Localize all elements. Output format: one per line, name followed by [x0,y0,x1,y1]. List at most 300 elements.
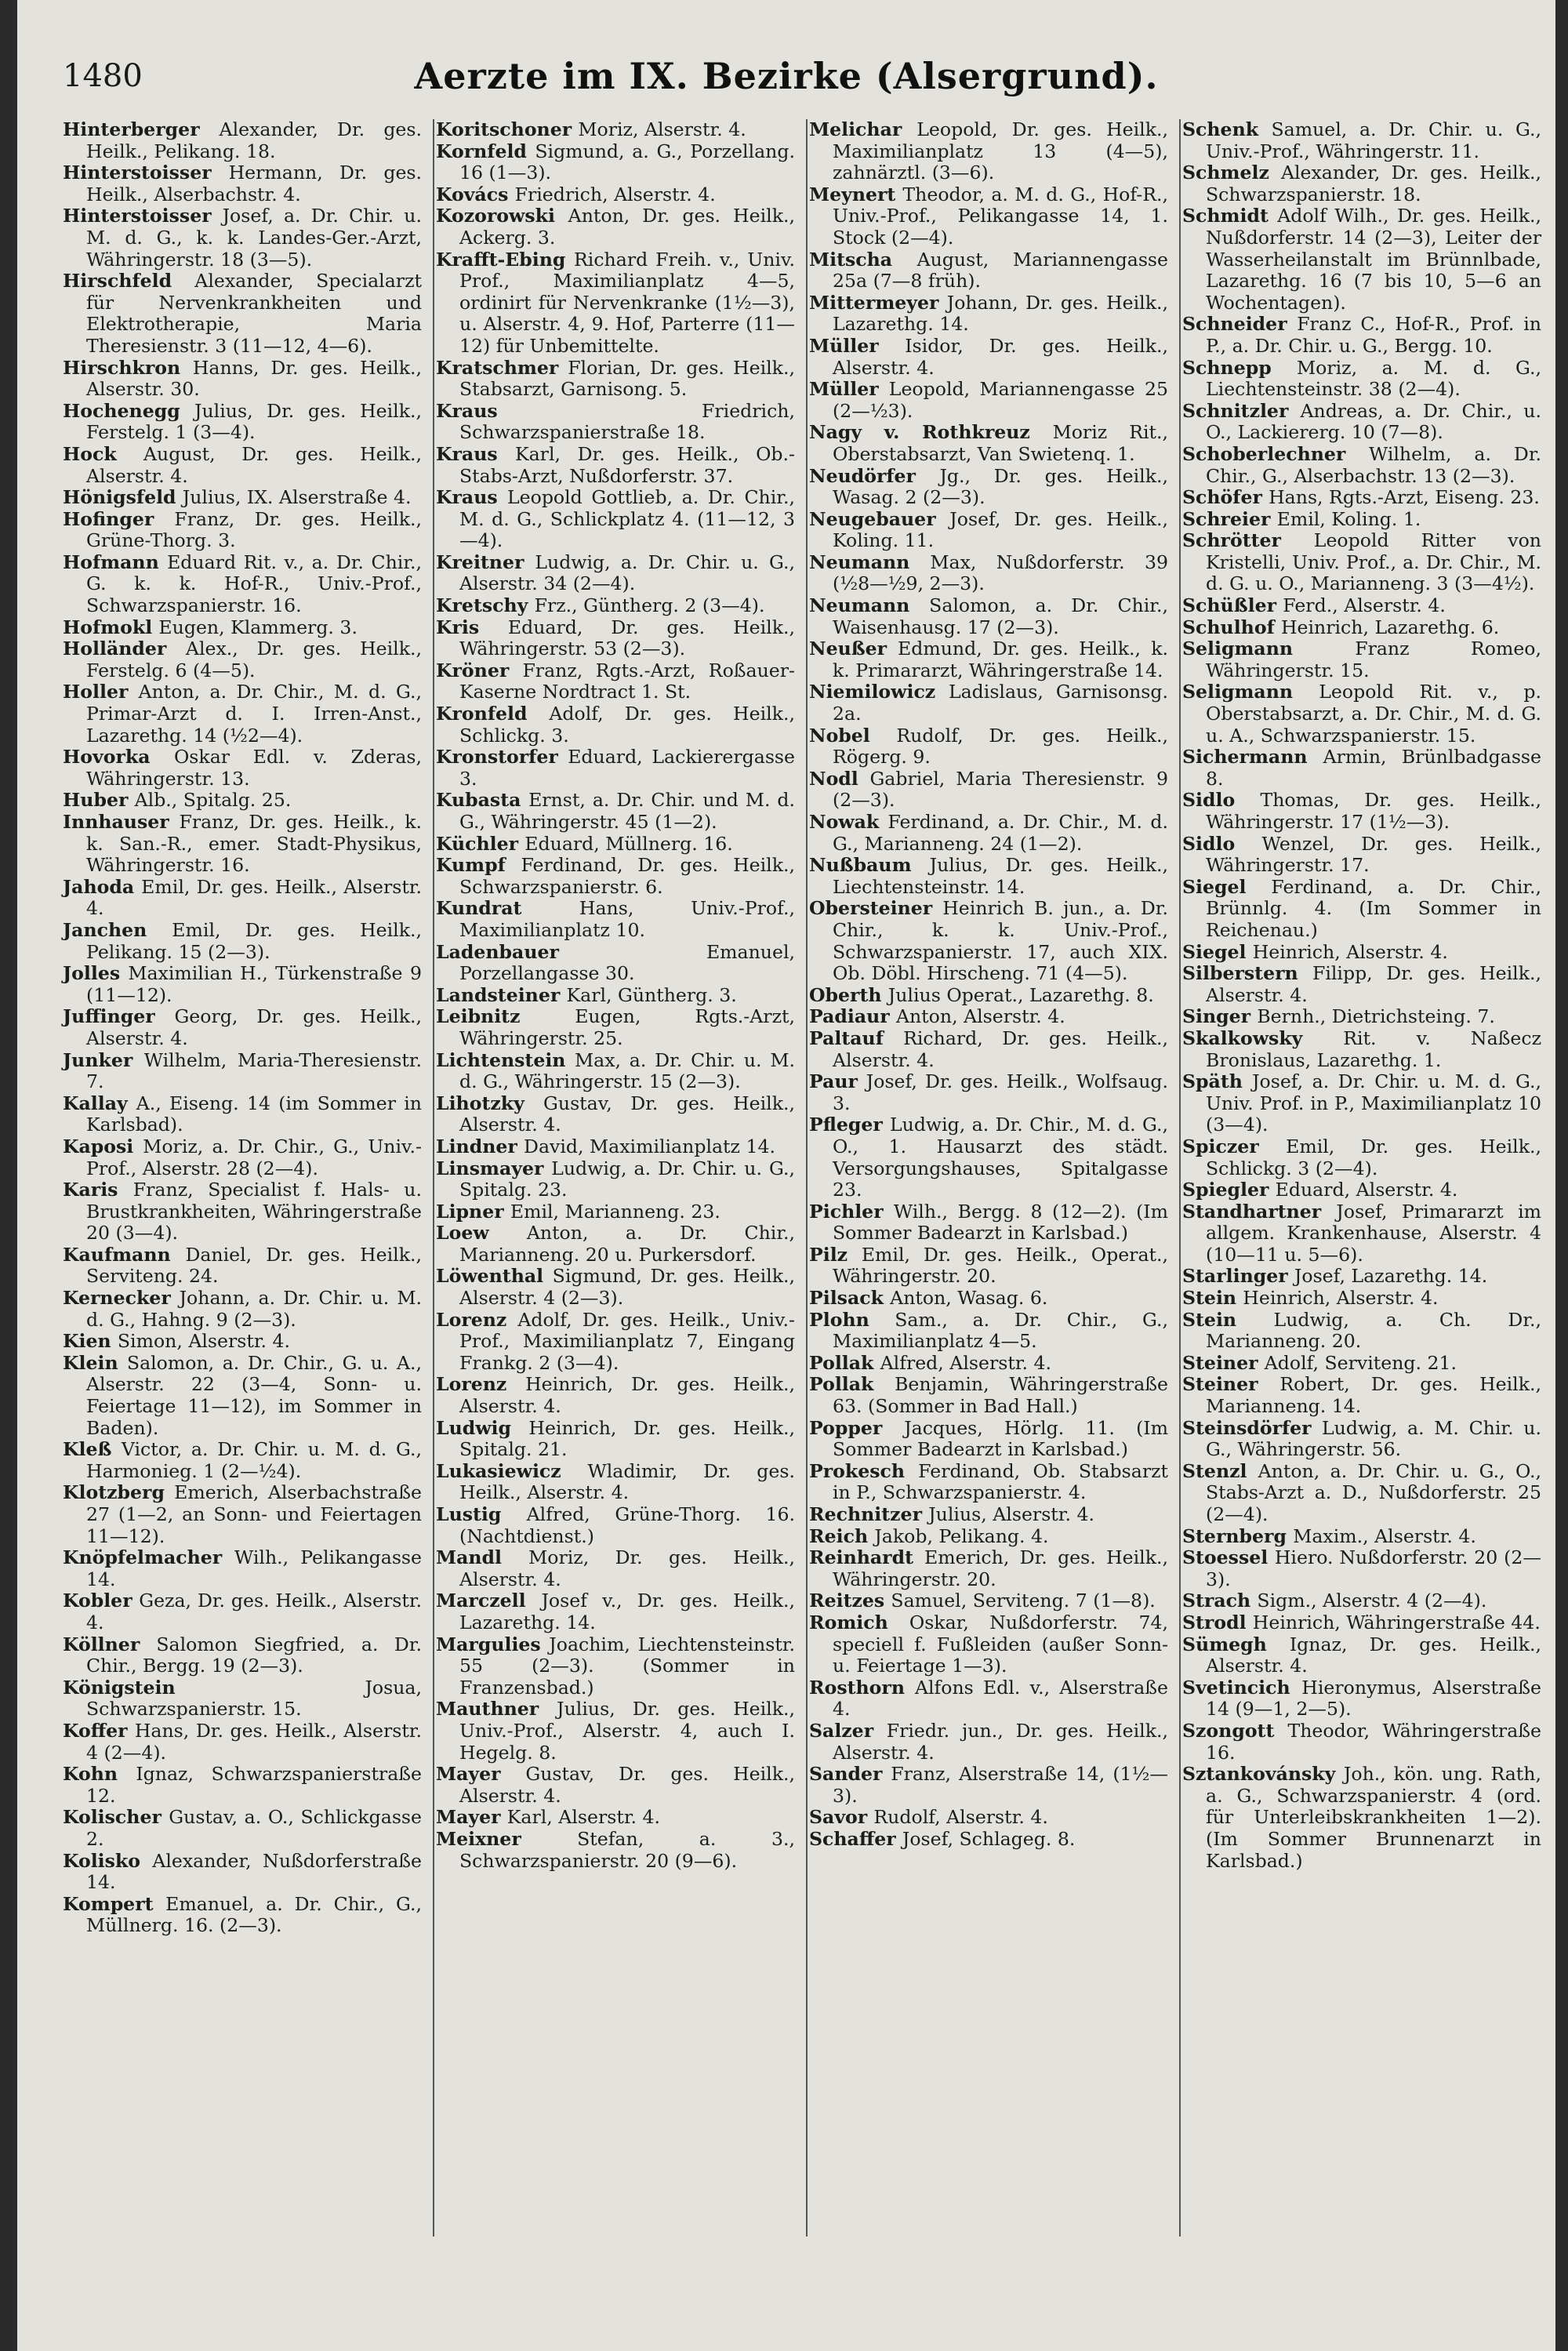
entry-details: Thomas, Dr. ges. Heilk., Währingerstr. 17 (1½—3). [1206,789,1541,833]
entry-name: Karis [63,1179,118,1201]
directory-entry [809,1114,1168,1201]
entry-details: A., Eiseng. 14 (im Sommer in Karlsbad). [86,1092,423,1136]
directory-entry [809,184,1168,249]
entry-details: Theodor, a. M. d. G., Hof-R., Univ.-Prof., Pelikangasse 14, 1. Stock (2—4). [833,183,1168,249]
entry-name: Müller [809,334,879,357]
entry-name: Sümegh [1182,1633,1267,1655]
directory-entry [809,1526,1168,1548]
entry-details: Alfred, Grüne-Thorg. 16. (Nachtdienst.) [459,1503,796,1547]
entry-name: Kraus [436,486,498,509]
entry-details: Eduard, Dr. ges. Heilk., Währingerstr. 53 (2—3). [459,616,796,660]
directory-entry [809,422,1168,465]
entry-name: Hirschfeld [63,270,172,293]
entry-details: Geza, Dr. ges. Heilk., Alserstr. 4. [86,1590,423,1633]
directory-entry [1182,358,1541,401]
directory-entry [436,1201,795,1223]
entry-details: Ignaz, Dr. ges. Heilk., Alserstr. 4. [1206,1633,1541,1677]
entry-details: Ludwig, a. M. Chir. u. G., Währingerstr. 56. [1206,1416,1541,1461]
entry-name: Kraus [436,399,498,422]
directory-entry [63,790,422,812]
directory-entry [436,595,795,617]
entry-name: Stenzl [1182,1459,1247,1482]
directory-entry [63,358,422,401]
entry-name: Margulies [436,1633,541,1655]
directory-entry [436,205,795,249]
entry-name: Neugebauer [809,507,936,530]
directory-entry [436,249,795,358]
directory-entry [809,985,1168,1007]
entry-name: Müller [809,378,879,401]
directory-entry [1182,1266,1541,1288]
entry-details: Jacques, Hörlg. 11. (Im Sommer Badearzt in Karlsbad.) [833,1416,1168,1461]
directory-entry [63,162,422,205]
directory-entry [63,401,422,444]
directory-entry [436,790,795,833]
entry-details: Ignaz, Schwarzspanierstraße 12. [86,1763,422,1807]
entry-name: Hinterstoisser [63,205,212,227]
entry-details: Hermann, Dr. ges. Heilk., Alserbachstr. 4. [86,162,423,205]
entry-name: Lustig [436,1503,502,1525]
directory-entry [1182,119,1541,162]
entry-details: Anton, a. Dr. Chir., M. d. G., Primar-Arzt d. I. Irren-Anst., Lazarethg. 14 (½2—4). [86,681,422,747]
directory-entry [809,681,1168,725]
entry-name: Hofinger [63,507,154,530]
entry-details: David, Maximilianplatz 14. [524,1135,775,1157]
entry-details: Wilhelm, a. Dr. Chir., G., Alserbachstr. 13 (2—3). [1206,442,1542,487]
entry-name: Sander [809,1763,883,1786]
directory-entry [1182,1764,1541,1872]
entry-details: August, Mariannengasse 25a (7—8 früh). [833,248,1168,293]
entry-details: Leopold, Mariannengasse 25 (2—½3). [833,378,1168,422]
entry-name: Knöpfelmacher [63,1546,223,1569]
entry-name: Seligmann [1182,638,1294,660]
entry-details: Victor, a. Dr. Chir. u. M. d. G., Harmonieg. 1 (2—½4). [86,1438,422,1482]
directory-entry [809,1288,1168,1310]
entry-details: Wilhelm, Maria-Theresienstr. 7. [86,1048,422,1093]
entry-name: Kernecker [63,1287,171,1310]
entry-name: Paur [809,1070,858,1093]
directory-page [17,0,1555,2351]
directory-entry [809,1071,1168,1114]
entry-details: Gustav, Dr. ges. Heilk., Alserstr. 4. [459,1763,795,1807]
entry-name: Sztankovánsky [1182,1763,1336,1786]
entry-name: Mauthner [436,1698,539,1721]
entry-name: Schüßler [1182,594,1277,617]
entry-name: Hock [63,442,117,465]
entry-name: Lihotzky [436,1092,524,1114]
entry-details: Franz, Dr. ges. Heilk., Grüne-Thorg. 3. [86,507,422,552]
directory-entry [1182,1461,1541,1526]
entry-name: Niemilowicz [809,681,936,703]
entry-details: Leopold, Dr. ges. Heilk., Maximilianplatz 13 (4—5), zahnärztl. (3—6). [833,118,1168,184]
entry-details: Armin, Brünlbadgasse 8. [1206,746,1542,790]
entry-details: Rit. v. Naßecz Bronislaus, Lazarethg. 1. [1206,1027,1541,1071]
entry-details: Emerich, Alserbachstraße 27 (1—2, an Sonn- und Feiertagen 11—12). [86,1481,422,1547]
entry-details: Hanns, Dr. ges. Heilk., Alserstr. 30. [86,356,422,401]
entry-details: Josef, a. Dr. Chir. u. M. d. G., k. k. Landes-Ger.-Arzt, Währingerstr. 18 (3—5). [86,205,422,271]
directory-entry [1182,1526,1541,1548]
directory-entry [436,552,795,595]
entry-details: Filipp, Dr. ges. Heilk., Alserstr. 4. [1206,962,1541,1006]
directory-entry [1182,963,1541,1006]
entry-name: Mayer [436,1806,501,1829]
entry-name: Kozorowski [436,205,555,227]
directory-entry [63,1807,422,1850]
entry-name: Ladenbauer [436,940,559,963]
entry-name: Kompert [63,1892,154,1915]
entry-details: Gabriel, Maria Theresienstr. 9 (2—3). [833,767,1168,812]
entry-details: Stefan, a. 3., Schwarzspanierstr. 20 (9—6). [459,1827,795,1872]
entry-name: Romich [809,1611,888,1633]
directory-entry [809,1807,1168,1829]
directory-entry [1182,487,1541,509]
directory-entry [63,1764,422,1807]
entry-details: Heinrich, Währingerstraße 44. [1252,1611,1541,1633]
entry-details: Hans, Rgts.-Arzt, Eiseng. 23. [1269,486,1540,509]
directory-entry [809,509,1168,552]
entry-details: Josef, a. Dr. Chir. u. M. d. G., Univ. Prof. in P., Maximilianplatz 10 (3—4). [1206,1070,1541,1136]
entry-details: Alfred, Alserstr. 4. [880,1351,1052,1374]
entry-name: Kobler [63,1590,132,1612]
directory-entry [1182,530,1541,595]
directory-entry [436,119,795,141]
entry-name: Kohn [63,1763,118,1786]
directory-entry [63,1136,422,1179]
entry-details: Jg., Dr. ges. Heilk., Wasag. 2 (2—3). [833,464,1168,509]
entry-details: Julius, Dr. ges. Heilk., Univ.-Prof., Alserstr. 4, auch I. Hegelg. 8. [459,1698,795,1764]
directory-entry [1182,1374,1541,1417]
directory-entry [63,1634,422,1677]
entry-name: Koritschoner [436,118,572,140]
entry-name: Kien [63,1330,111,1353]
entry-name: Hinterberger [63,118,200,140]
directory-entry [1182,1006,1541,1028]
entry-name: Siegel [1182,875,1247,898]
entry-name: Königstein [63,1676,176,1699]
entry-details: Maximilian H., Türkenstraße 9 (11—12). [86,962,422,1006]
entry-name: Pilsack [809,1287,884,1310]
entry-name: Reich [809,1524,869,1547]
entry-details: Friedrich, Alserstr. 4. [514,183,716,205]
entry-name: Meynert [809,183,896,205]
entry-name: Lindner [436,1135,517,1157]
directory-entry [63,1179,422,1245]
entry-name: Kreitner [436,551,524,573]
entry-name: Sidlo [1182,789,1236,812]
entry-name: Stein [1182,1308,1237,1331]
directory-entry [809,1418,1168,1461]
entry-details: Richard, Dr. ges. Heilk., Alserstr. 4. [833,1027,1168,1071]
entry-name: Singer [1182,1005,1251,1028]
directory-entry [63,1547,422,1590]
directory-entry [63,205,422,271]
directory-entry [1182,595,1541,617]
entry-details: Anton, Wasag. 6. [890,1287,1048,1310]
entry-name: Pichler [809,1200,884,1223]
entry-details: Rudolf, Dr. ges. Heilk., Rögerg. 9. [833,724,1169,769]
entry-name: Junker [63,1048,133,1071]
entry-details: Heinrich, Dr. ges. Heilk., Spitalg. 21. [459,1416,795,1461]
entry-name: Kumpf [436,854,506,877]
entry-name: Kornfeld [436,140,527,162]
entry-name: Pilz [809,1243,848,1266]
entry-name: Kubasta [436,789,521,812]
entry-details: Karl, Güntherg. 3. [566,983,737,1006]
entry-name: Schenk [1182,118,1259,140]
entry-details: Alexander, Dr. ges. Heilk., Pelikang. 18. [86,118,422,162]
entry-name: Plohn [809,1308,869,1331]
entry-details: Emil, Dr. ges. Heilk., Operat., Währingerstr. 20. [833,1243,1168,1288]
directory-entry [63,920,422,963]
entry-name: Schulhof [1182,616,1275,638]
entry-details: Theodor, Währingerstraße 16. [1206,1719,1541,1764]
entry-details: Josef, Primararzt im allgem. Krankenhause, Alserstr. 4 (10—11 u. 5—6). [1206,1200,1541,1266]
entry-details: Daniel, Dr. ges. Heilk., Serviteng. 24. [86,1243,422,1288]
entry-details: Friedr. jun., Dr. ges. Heilk., Alserstr. 4. [833,1719,1168,1764]
entry-details: Ernst, a. Dr. Chir. und M. d. G., Währingerstr. 45 (1—2). [459,789,795,833]
entry-details: Moriz, a. Dr. Chir., G., Univ.-Prof., Alserstr. 28 (2—4). [86,1135,422,1179]
directory-entry [1182,1201,1541,1266]
entry-details: Adolf, Serviteng. 21. [1264,1351,1457,1374]
entry-details: Jakob, Pelikang. 4. [874,1524,1049,1547]
directory-entry [63,271,422,357]
entry-name: Lorenz [436,1308,507,1331]
entry-name: Nagy v. Rothkreuz [809,421,1030,444]
entry-details: Eduard Rit. v., a. Dr. Chir., G. k. k. Hof-R., Univ.-Prof., Schwarzspanierstr. 16. [86,551,423,617]
entry-name: Loew [436,1222,489,1245]
entry-name: Starlinger [1182,1265,1288,1288]
entry-details: Florian, Dr. ges. Heilk., Stabsarzt, Garnisong. 5. [459,356,795,401]
directory-entry [1182,1310,1541,1353]
entry-details: Bernh., Dietrichsteing. 7. [1257,1005,1495,1028]
directory-entry [63,1439,422,1482]
directory-entry [809,725,1168,769]
entry-details: Eduard, Müllnerg. 16. [524,832,733,855]
directory-entry [809,552,1168,595]
entry-name: Schnitzler [1182,399,1289,422]
entry-name: Svetincich [1182,1676,1290,1699]
entry-name: Pfleger [809,1114,883,1136]
column-3 [809,119,1168,1851]
directory-entry [436,1136,795,1158]
directory-entry [63,1721,422,1764]
directory-entry [436,985,795,1007]
directory-entry [63,747,422,790]
entry-name: Kolischer [63,1806,162,1829]
entry-details: Ladislaus, Garnisonsg. 2a. [833,681,1168,725]
directory-entry [809,1028,1168,1071]
entry-name: Huber [63,789,129,812]
directory-entry [63,1851,422,1894]
entry-details: Josef, Schlageg. 8. [902,1827,1076,1850]
entry-details: Ludwig, a. Dr. Chir. u. G., Alserstr. 34 (2—4). [459,551,795,595]
entry-name: Silberstern [1182,962,1298,985]
entry-details: Oskar Edl. v. Zderas, Währingerstr. 13. [86,746,422,790]
directory-entry [63,552,422,617]
entry-details: Franz, Dr. ges. Heilk., k. k. San.-R., emer. Stadt-Physikus, Währingerstr. 16. [86,811,423,877]
directory-entry [1182,638,1541,681]
entry-details: Josua, Schwarzspanierstr. 15. [86,1676,422,1721]
entry-name: Skalkowsky [1182,1027,1303,1049]
directory-entry [436,1050,795,1093]
entry-details: Emil, Koling. 1. [1276,507,1421,530]
entry-details: Ludwig, a. Dr. Chir., M. d. G., O., 1. Hausarzt des städt. Versorgungshauses, Spitalgasse 23. [833,1114,1168,1201]
entry-name: Nobel [809,724,870,747]
entry-details: Johann, a. Dr. Chir. u. M. d. G., Hahng. 9 (2—3). [86,1287,422,1331]
page-title: Aerzte im IX. Bezirke (Alsergrund). [414,55,1159,97]
directory-entry [63,681,422,747]
entry-details: Franz Romeo, Währingerstr. 15. [1206,638,1541,681]
entry-name: Landsteiner [436,983,561,1006]
entry-name: Rosthorn [809,1676,906,1699]
entry-details: August, Dr. ges. Heilk., Alserstr. 4. [86,442,422,487]
column-2 [436,119,795,1872]
entry-name: Stoessel [1182,1546,1269,1569]
entry-name: Obersteiner [809,897,933,920]
directory-entry [63,1006,422,1049]
entry-details: Sigmund, Dr. ges. Heilk., Alserstr. 4 (2—3). [459,1265,795,1310]
entry-details: Anton, Alserstr. 4. [895,1005,1065,1028]
entry-name: Prokesch [809,1459,906,1482]
directory-entry [63,812,422,877]
directory-entry [436,1310,795,1375]
directory-entry [1182,1590,1541,1612]
entry-details: Friedrich, Schwarzspanierstraße 18. [459,399,795,444]
entry-name: Hinterstoisser [63,162,212,184]
entry-name: Reinhardt [809,1546,914,1569]
entry-name: Steinsdörfer [1182,1416,1312,1439]
directory-entry [1182,681,1541,747]
directory-entry [809,812,1168,855]
entry-name: Lorenz [436,1373,507,1396]
entry-details: Heinrich, Alserstr. 4. [1243,1287,1439,1310]
entry-details: Franz, Specialist f. Hals- u. Brustkrankheiten, Währingerstraße 20 (3—4). [86,1179,422,1245]
entry-name: Lipner [436,1200,504,1223]
entry-name: Steiner [1182,1351,1258,1374]
entry-details: Julius, Dr. ges. Heilk., Ferstelg. 1 (3—4). [86,399,423,444]
directory-entry [809,1504,1168,1526]
directory-entry [809,1245,1168,1288]
directory-entry [1182,1418,1541,1461]
directory-entry [1182,162,1541,205]
entry-details: Heinrich, Dr. ges. Heilk., Alserstr. 4. [459,1373,795,1418]
entry-details: Leopold Gottlieb, a. Dr. Chir., M. d. G., Schlickplatz 4. (11—12, 3—4). [459,486,795,552]
directory-entry [436,1093,795,1136]
directory-entry [436,1266,795,1309]
entry-details: Rudolf, Alserstr. 4. [873,1806,1048,1829]
directory-entry [1182,1721,1541,1764]
directory-entry [1182,401,1541,444]
entry-details: Georg, Dr. ges. Heilk., Alserstr. 4. [86,1005,422,1049]
directory-entry [63,444,422,487]
directory-entry [1182,1353,1541,1375]
entry-details: Adolf Wilh., Dr. ges. Heilk., Nußdorferstr. 14 (2—3), Leiter der Wasserheilanstalt im Brünnlbade, Lazarethg. 16 (7 bis 10, 5—6 an Wochentagen). [1206,205,1542,314]
entry-name: Späth [1182,1070,1243,1093]
directory-entry [1182,1136,1541,1179]
directory-entry [1182,1677,1541,1721]
directory-entry [1182,205,1541,314]
entry-name: Schoberlechner [1182,442,1346,465]
directory-entry [436,1223,795,1266]
directory-entry [63,1353,422,1439]
entry-details: Alexander, Specialarzt für Nervenkrankheiten und Elektrotherapie, Maria Theresienstr. 3 (11—12, 4—6). [86,270,422,357]
directory-entry [1182,877,1541,942]
entry-name: Ludwig [436,1416,512,1439]
entry-name: Savor [809,1806,868,1829]
directory-entry [63,1482,422,1547]
entry-details: Alexander, Dr. ges. Heilk., Schwarzspanierstr. 18. [1206,162,1541,205]
directory-entry [809,119,1168,184]
entry-details: Anton, Dr. ges. Heilk., Ackerg. 3. [459,205,795,249]
entry-details: Richard Freih. v., Univ. Prof., Maximilianplatz 4—5, ordinirt für Nervenkranke (1½—3), u. Alserstr. 4, 9. Hof, Parterre (11—12) für Unbemittelte. [459,248,795,357]
entry-name: Stein [1182,1287,1237,1310]
directory-entry [1182,942,1541,964]
entry-details: Ferdinand, a. Dr. Chir., Brünnlg. 4. (Im Sommer in Reichenau.) [1206,875,1541,941]
entry-details: Anton, a. Dr. Chir. u. G., O., Stabs-Arzt a. D., Nußdorferstr. 25 (2—4). [1206,1459,1542,1525]
entry-details: Joachim, Liechtensteinstr. 55 (2—3). (Sommer in Franzensbad.) [459,1633,795,1699]
directory-entry [809,1677,1168,1721]
entry-details: Franz, Alserstraße 14, (1½—3). [833,1763,1168,1807]
entry-details: Ferdinand, a. Dr. Chir., M. d. G., Marianneng. 24 (1—2). [833,811,1169,855]
column-1 [63,119,422,1937]
entry-details: Simon, Alserstr. 4. [117,1330,291,1353]
entry-name: Leibnitz [436,1005,521,1028]
entry-name: Küchler [436,832,519,855]
directory-entry [436,358,795,401]
entry-name: Schmidt [1182,205,1269,227]
entry-details: Maxim., Alserstr. 4. [1293,1524,1476,1547]
entry-details: Heinrich, Lazarethg. 6. [1280,616,1500,638]
entry-details: Julius, Dr. ges. Heilk., Liechtensteinstr. 14. [833,854,1169,898]
entry-details: Emerich, Dr. ges. Heilk., Währingerstr. 20. [833,1546,1168,1590]
directory-entry [436,444,795,487]
directory-entry [1182,617,1541,639]
entry-name: Szongott [1182,1719,1275,1742]
directory-entry [1182,790,1541,833]
directory-entry [436,1699,795,1764]
entry-details: Wilh., Bergg. 8 (12—2). (Im Sommer Badearzt in Karlsbad.) [833,1200,1168,1245]
directory-entry [436,1006,795,1049]
directory-entry [436,617,795,660]
entry-name: Neußer [809,638,887,660]
directory-entry [436,855,795,898]
entry-details: Sigm., Alserstr. 4 (2—4). [1257,1590,1487,1612]
directory-entry [809,293,1168,336]
entry-name: Mittermeyer [809,291,939,314]
entry-name: Kovács [436,183,509,205]
entry-details: Emil, Dr. ges. Heilk., Schlickg. 3 (2—4). [1206,1135,1542,1179]
entry-name: Hofmann [63,551,159,573]
entry-name: Nußbaum [809,854,912,877]
entry-details: Andreas, a. Dr. Chir., u. O., Lackiererg. 10 (7—8). [1206,399,1541,444]
entry-details: Josef, Dr. ges. Heilk., Wolfsaug. 3. [833,1070,1168,1114]
page-header [17,24,1555,102]
directory-entry [1182,747,1541,790]
entry-details: Julius, IX. Alserstraße 4. [182,486,412,509]
entry-details: Benjamin, Währingerstraße 63. (Sommer in Bad Hall.) [833,1373,1168,1418]
entry-name: Reitzes [809,1590,885,1612]
directory-entry [63,1331,422,1353]
directory-entry [63,1894,422,1937]
entry-name: Lichtenstein [436,1048,566,1071]
entry-details: Wilh., Pelikangasse 14. [86,1546,422,1590]
directory-entry [436,834,795,856]
directory-entry [436,487,795,552]
entry-name: Holländer [63,638,167,660]
directory-entry [809,855,1168,898]
directory-entry [436,942,795,985]
entry-details: Alexander, Nußdorferstraße 14. [86,1849,422,1894]
